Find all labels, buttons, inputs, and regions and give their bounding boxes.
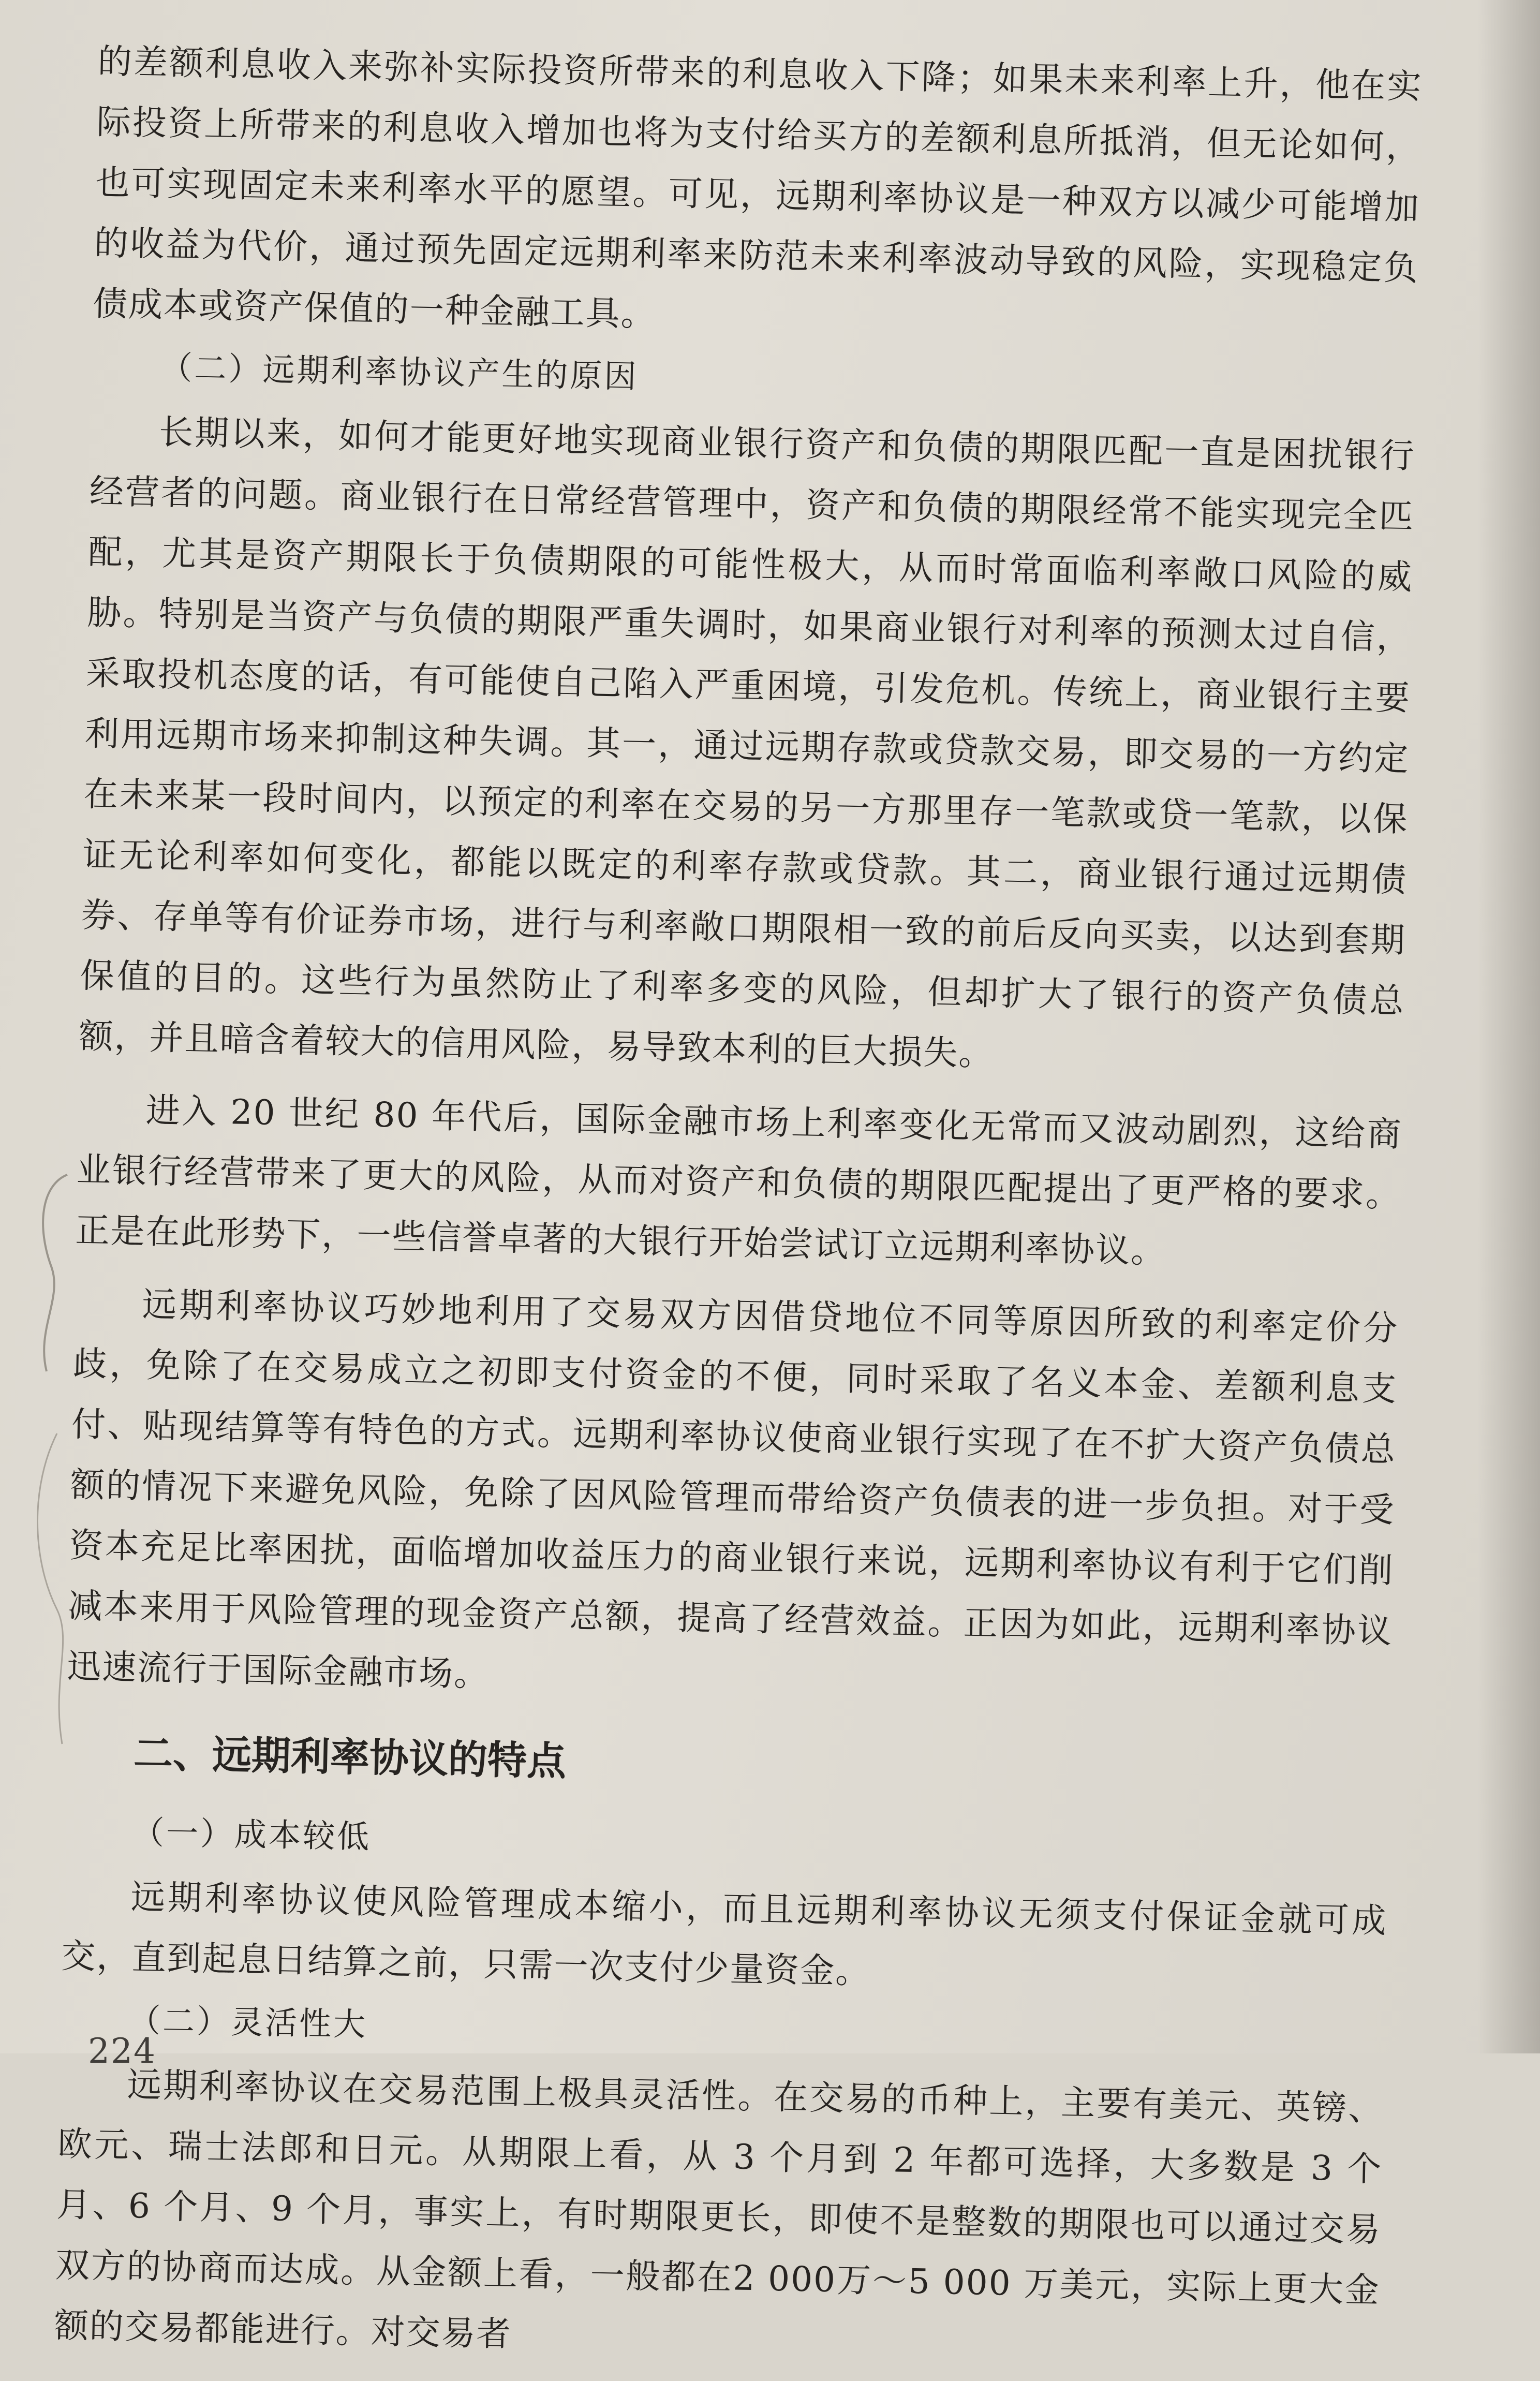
subsection-heading: （二）灵活性大 [128, 2001, 368, 2044]
page-edge-shadow [1478, 0, 1540, 2053]
paragraph: 的差额利息收入来弥补实际投资所带来的利息收入下降；如果未来利率上升，他在实际投资上所带来的利息收入增加也将为支付给买方的差额利息所抵消，但无论如何，也可实现固定未来利率水平的愿望。可见，远期利率协议是一种双方以减少可能增加的收益为代价，通过预先固定远期利率来防范未来利率波动导致的风险，实现稳定负债成本或资产保值的一种金融工具。 [93, 41, 1423, 334]
paragraph: 远期利率协议巧妙地利用了交易双方因借贷地位不同等原因所致的利率定价分歧，免除了在交易成立之初即支付资金的不便，同时采取了名义本金、差额利息支付、贴现结算等有特色的方式。远期利率协议使商业银行实现了在不扩大资产负债总额的情况下来避免风险，免除了因风险管理而带给资产负债表的进一步负担。对于受资本充足比率困扰，面临增加收益压力的商业银行来说，远期利率协议有利于它们削减本来用于风险管理的现金资产总额，提高了经营效益。正因为如此，远期利率协议迅速流行于国际金融市场。 [66, 1284, 1399, 1695]
section-heading: （二）远期利率协议产生的原因 [159, 348, 639, 396]
paragraph: 远期利率协议使风险管理成本缩小，而且远期利率协议无须支付保证金就可成交，直到起息日结算之前，只需一次支付少量资金。 [61, 1876, 1388, 1992]
page-number: 224 [88, 2031, 156, 2071]
subsection-heading: （一）成本较低 [131, 1813, 372, 1856]
chapter-heading: 二、远期利率协议的特点 [133, 1729, 567, 1784]
paragraph: 长期以来，如何才能更好地实现商业银行资产和负债的期限匹配一直是困扰银行经营者的问题。商业银行在日常经营管理中，资产和负债的期限经常不能实现完全匹配，尤其是资产期限长于负债期限的可能性极大，从而时常面临利率敞口风险的威胁。特别是当资产与负债的期限严重失调时，如果商业银行对利率的预测太过自信，采取投机态度的话，有可能使自己陷入严重困境，引发危机。传统上，商业银行主要利用远期市场来抑制这种失调。其一，通过远期存款或贷款交易，即交易的一方约定在未来某一段时间内，以预定的利率在交易的另一方那里存一笔款或贷一笔款，以保证无论利率如何变化，都能以既定的利率存款或贷款。其二，商业银行通过远期债券、存单等有价证券市场，进行与利率敞口期限相一致的前后反向买卖，以达到套期保值的目的。这些行为虽然防止了利率多变的风险，但却扩大了银行的资产负债总额，并且暗含着较大的信用风险，易导致本利的巨大损失。 [78, 412, 1416, 1074]
paragraph: 远期利率协议在交易范围上极具灵活性。在交易的币种上，主要有美元、英镑、欧元、瑞士法郎和日元。从期限上看，从 3 个月到 2 年都可选择，大多数是 3 个月、6 个月、9 个月，事实上，有时期限更长，即使不是整数的期限也可以通过交易双方的协商而达成。从金额上看，一般都在2 000万～5 000 万美元，实际上更大金额的交易都能进行。对交易者 [54, 2064, 1384, 2355]
paragraph: 进入 20 世纪 80 年代后，国际金融市场上利率变化无常而又波动剧烈，这给商业银行经营带来了更大的风险，从而对资产和负债的期限匹配提出了更严格的要求。正是在此形势下，一些信誉卓著的大银行开始尝试订立远期利率协议。 [75, 1090, 1403, 1271]
text-body [54, 31, 1423, 2381]
